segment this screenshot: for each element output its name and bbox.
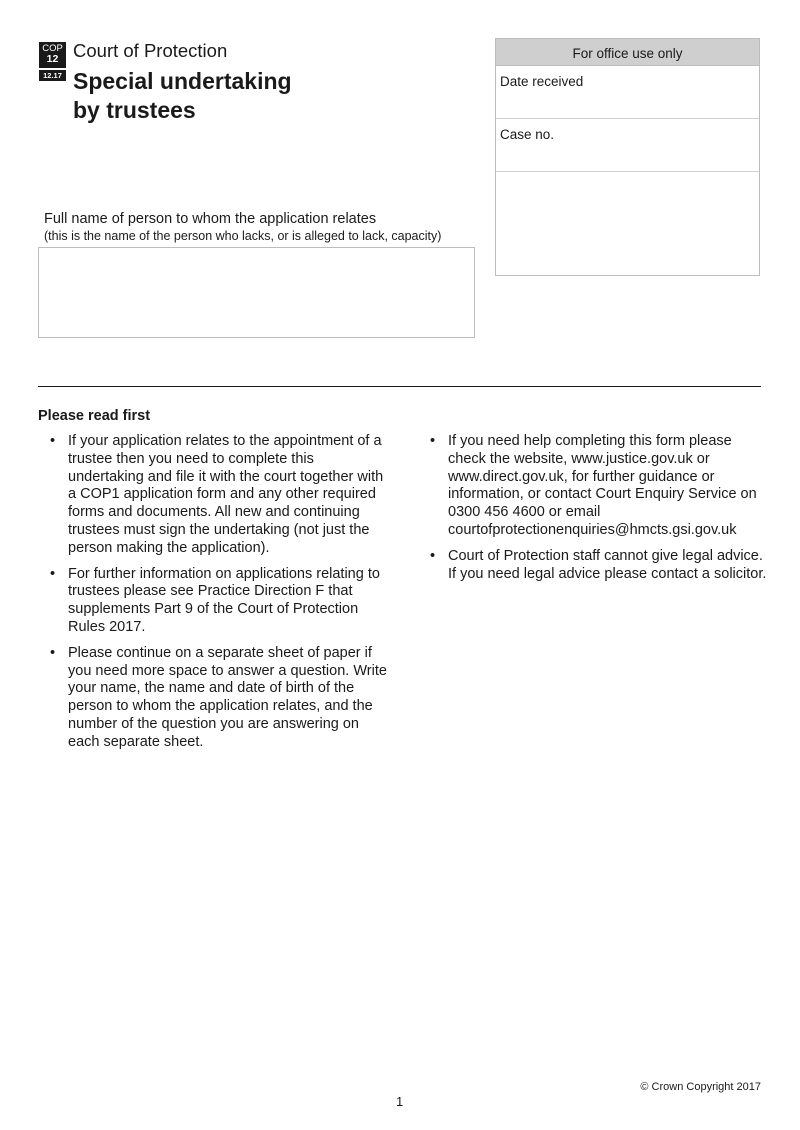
full-name-input[interactable]	[38, 247, 475, 338]
court-name: Court of Protection	[73, 40, 228, 61]
form-code-badge	[39, 42, 66, 81]
read-first-heading: Please read first	[38, 408, 151, 424]
list-item: • If you need help completing this form please check the website, www.justice.gov.uk or www.direct.gov.uk, for further guidance or information, or contact Court Enquiry Service on 0300 456 4600 or email courtofprotectionenquiries@hmcts.gsi.gov.uk	[430, 433, 757, 538]
list-item: • Court of Protection staff cannot give legal advice. If you need legal advice please contact a solicitor.	[430, 547, 767, 582]
full-name-sublabel: (this is the name of the person who lacks, or is alleged to lack, capacity)	[44, 229, 442, 243]
section-divider	[38, 386, 761, 387]
list-item: • Please continue on a separate sheet of paper if you need more space to answer a question. Write your name, the name and date of birth of the person to whom the application relates, and the number of the question you are answering on each separate sheet.	[50, 644, 387, 750]
page-number: 1	[396, 1094, 404, 1109]
form-title: Special undertaking by trustees	[73, 68, 292, 123]
office-use-heading: For office use only	[496, 39, 759, 66]
read-first-right-list	[430, 433, 770, 591]
bullet: •	[50, 644, 56, 661]
list-item: • For further information on applications relating to trustees please see Practice Direction F that supplements Part 9 of the Court of Protection Rules 2017.	[50, 565, 380, 635]
bullet: •	[430, 547, 436, 564]
read-first-left-list	[50, 433, 390, 760]
bullet: •	[50, 565, 56, 582]
office-use-box	[495, 38, 760, 276]
bullet: •	[430, 433, 436, 449]
bullet: •	[50, 433, 56, 449]
case-no-field	[496, 119, 759, 172]
form-version: 12.17	[39, 70, 66, 81]
form-code: COP 12	[39, 42, 66, 68]
full-name-label: Full name of person to whom the application relates	[44, 211, 377, 227]
case-no-label: Case no.	[500, 127, 555, 142]
date-received-label: Date received	[500, 74, 584, 89]
copyright: © Crown Copyright 2017	[640, 1081, 761, 1093]
date-received-field	[496, 66, 759, 119]
list-item: • If your application relates to the appointment of a trustee then you need to complete this undertaking and file it with the court together with a COP1 application form and any other required forms and documents. All new and continuing trustees must sign the undertaking (not just the person making the application).	[50, 433, 384, 556]
